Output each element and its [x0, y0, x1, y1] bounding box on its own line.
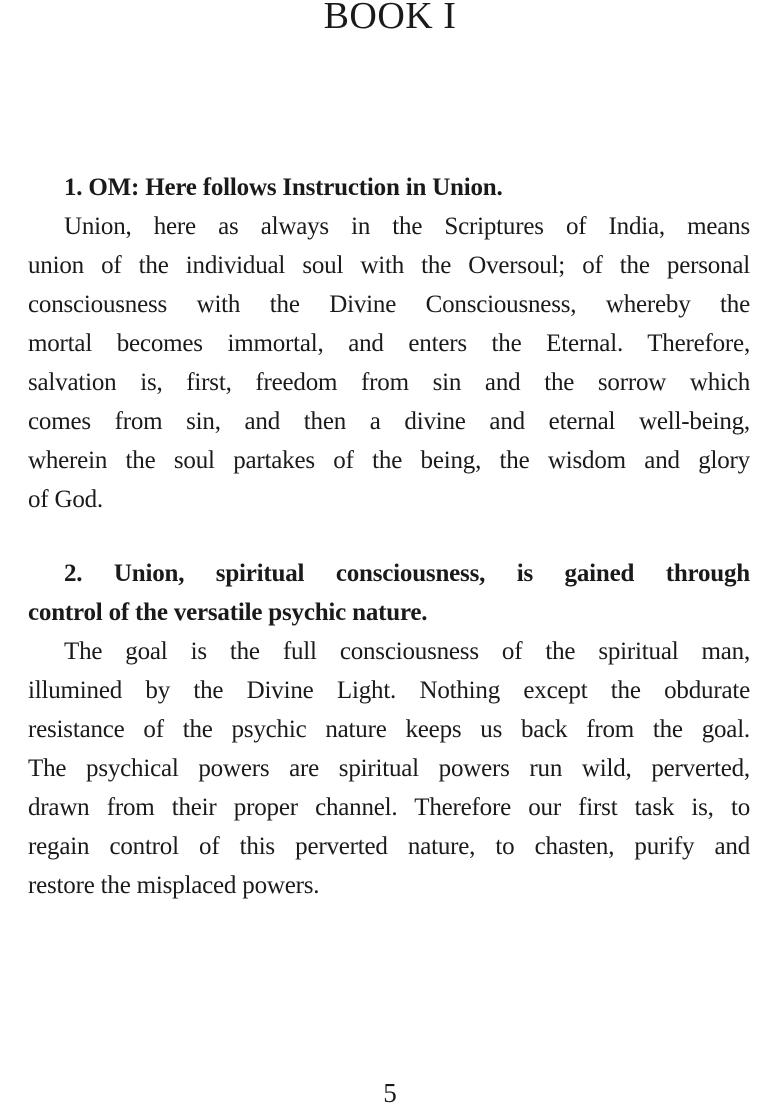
body-line: union of the individual soul with the Oversoul; of the personal: [28, 252, 750, 279]
body-line: illumined by the Divine Light. Nothing except the obdurate: [28, 677, 750, 704]
section-heading: 2. Union, spiritual consciousness, is gained through: [64, 560, 750, 587]
body-line: wherein the soul partakes of the being, the wisdom and glory: [28, 447, 750, 474]
section-heading: 1. OM: Here follows Instruction in Union.: [64, 174, 503, 201]
body-line: resistance of the psychic nature keeps us back from the goal.: [28, 716, 750, 743]
body-line: of God.: [28, 486, 103, 513]
section-heading: control of the versatile psychic nature.: [28, 599, 428, 626]
book-title: BOOK I: [323, 0, 457, 37]
body-line: consciousness with the Divine Consciousness, whereby the: [28, 291, 750, 318]
section-2: [28, 554, 750, 905]
body-line: The psychical powers are spiritual powers run wild, perverted,: [28, 755, 750, 782]
page-number: 5: [383, 1078, 397, 1108]
body-line: mortal becomes immortal, and enters the Eternal. Therefore,: [28, 330, 750, 357]
body-line: The goal is the full consciousness of the spiritual man,: [64, 638, 750, 665]
body-line: comes from sin, and then a divine and eternal well-being,: [28, 408, 750, 435]
section-1: [28, 168, 750, 519]
body-line: Union, here as always in the Scriptures of India, means: [64, 213, 750, 240]
body-line: restore the misplaced powers.: [28, 872, 320, 899]
body-line: drawn from their proper channel. Therefore our first task is, to: [28, 794, 750, 821]
body-line: salvation is, first, freedom from sin and the sorrow which: [28, 369, 750, 396]
body-line: regain control of this perverted nature, to chasten, purify and: [28, 833, 750, 860]
